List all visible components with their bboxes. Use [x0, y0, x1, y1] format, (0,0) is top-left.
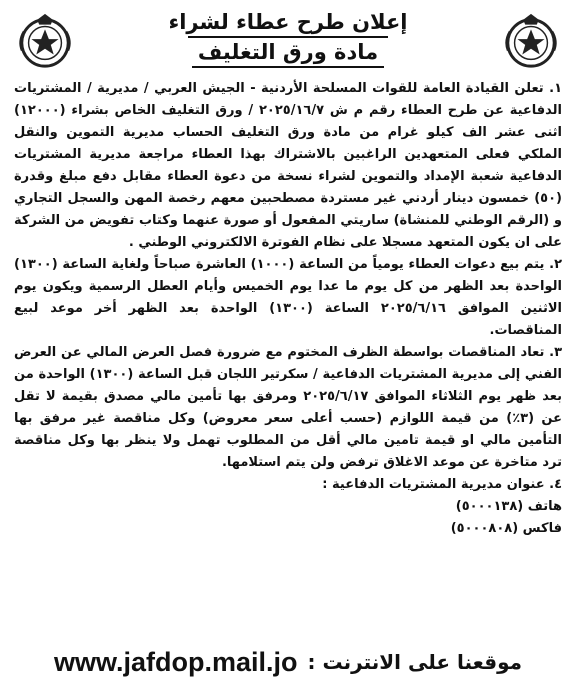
website-link[interactable]: www.jafdop.mail.jo: [54, 646, 298, 677]
armed-forces-emblem-icon: [16, 12, 74, 70]
address-heading: ٤. عنوان مديرية المشتريات الدفاعية :: [322, 477, 562, 492]
ad-header: [10, 8, 566, 78]
fax-number: فاكس (٥٠٠٠٨٠٨): [450, 521, 562, 536]
ad-subtitle: مادة ورق التغليف: [192, 38, 384, 68]
address-block: [14, 474, 562, 540]
clause-3: ٣. تعاد المناقصات بواسطة الظرف المختوم مع ضرورة فصل العرض المالي عن العرض الفني إلى مديرية المشتريات الدفاعية / سكرتير اللجان قبل الساعة (١٣٠٠) الواحدة من بعد ظهر يوم الثلاثاء الموافق ٢٠٢٥/٦/١٧ ومرفق بها تأمين مالي مصدق بقيمة لا تقل عن (٣٪) من قيمة اللوازم (حسب أعلى سعر معروض) وكل مناقصة غير مرفق بها التأمين مالي او قيمة تامين مالي أقل من المطلوب تهمل ولا ينظر بها وكل مناقصة ترد متاخرة عن موعد الاغلاق ترفض ولن يتم استلامها.: [14, 345, 563, 470]
website-label: موقعنا على الانترنت :: [307, 650, 522, 674]
clause-2: ٢. يتم بيع دعوات العطاء يومياً من الساعة (١٠٠٠) العاشرة صباحاً ولغاية الساعة (١٣٠٠) الواحدة بعد الظهر من كل يوم ما عدا يوم الخميس وأيام العطل الرسمية ويكون يوم الاثنين الموافق ٢٠٢٥/٦/١٦ الساعة (١٣٠٠) الواحدة بعد الظهر أخر موعد لبيع المناقصات.: [14, 257, 562, 338]
ad-titles: [10, 8, 566, 68]
armed-forces-emblem-icon: [502, 12, 560, 70]
clause-1: ١. تعلن القيادة العامة للقوات المسلحة الأردنية - الجيش العربي / مديرية / المشتريات الدفاعية عن طرح العطاء رقم م ش ٢٠٢٥/١٦/٧ / ورق التغليف الخاص بشراء (١٢٠٠٠) اثنى عشر الف كيلو غرام من مادة ورق التغليف الحساب مديرية التموين والنقل الملكي فعلى المتعهدين الراغبين بالاشتراك بهذا العطاء مراجعة مديرية المشتريات الدفاعية شعبة الإمداد والتموين لشراء نسخة من دعوة العطاء مقابل دفع مبلغ وقدرة (٥٠) خمسون دينار أردني غير مستردة مصطحبين معهم رخصة المهن والسجل التجاري و (الرقم الوطني للمنشاة) ساريتي المفعول أو صورة عنهما وكتاب تفويض من الشركة على ان يكون المتعهد مسجلا على نظام الفوترة الالكتروني الوطني .: [14, 81, 563, 250]
ad-body: [10, 78, 566, 540]
ad-title: إعلان طرح عطاء لشراء: [168, 10, 408, 34]
ad-footer: [10, 644, 566, 680]
phone-number: هاتف (٥٠٠٠١٣٨): [455, 499, 562, 514]
